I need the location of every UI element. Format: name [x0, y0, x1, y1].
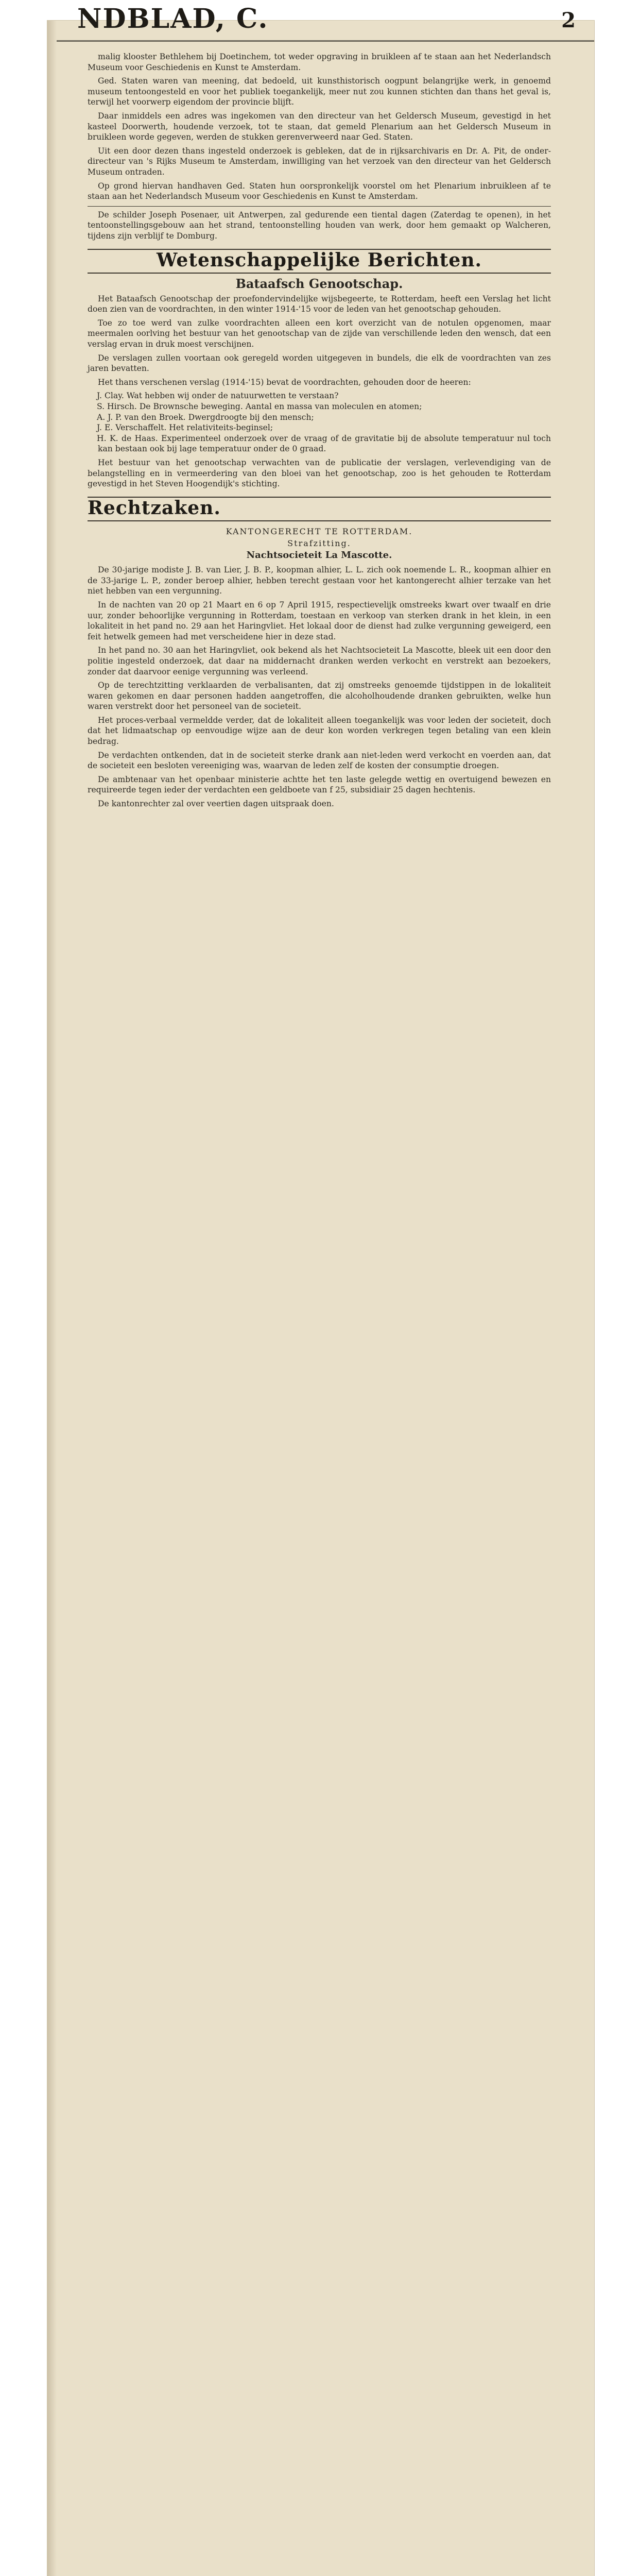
- paragraph: Het proces-verbaal vermeldde verder, dat de lokaliteit alleen toegankelijk was voor leden der societeit, doch dat het lidmaatschap op eenvoudige wijze aan de deur kon worden verkregen tegen betaling van een klein bedrag.: [88, 715, 551, 747]
- paragraph: Toe zo toe werd van zulke voordrachten alleen een kort overzicht van de notulen opgenomen, maar meermalen oorlving het bestuur van het genootschap van de zijde van verschillende leden den wensch, dat een verslag ervan in druk moest verschijnen.: [88, 318, 551, 349]
- page-number: 2: [561, 8, 576, 32]
- subheading-genootschap: Bataafsch Genootschap.: [235, 276, 403, 292]
- paragraph: Ged. Staten waren van meening, dat bedoeld, uit kunsthistorisch oogpunt belangrijke werk, in genoemd museum tentoongesteld en voor het publiek toegankelijk, meer nut zou kunnen stichten dan thans het geval is, terwijl het voorwerp eigendom der provincie blijft.: [88, 76, 551, 107]
- paragraph: Op de terechtzitting verklaarden de verbalisanten, dat zij omstreeks genoemde tijdstippen in de lokaliteit waren gekomen en daar personen hadden aangetroffen, die alcoholhoudende dranken gebruikten, welke hun waren verstrekt door het personeel van de societeit.: [88, 681, 551, 711]
- article-column: [88, 52, 551, 812]
- divider: [88, 520, 551, 521]
- paragraph: De verslagen zullen voortaan ook geregeld worden uitgegeven in bundels, die elk de voordrachten van zes jaren bevatten.: [88, 353, 551, 374]
- paragraph: Daar inmiddels een adres was ingekomen van den directeur van het Geldersch Museum, gevestigd in het kasteel Doorwerth, houdende verzoek, tot te staan, dat gemeld Plenarium aan het Geldersch Museum in bruikleen worde gegeven, werden de stukken gerenverweerd naar Ged. Staten.: [88, 111, 551, 142]
- list-item: H. K. de Haas. Experimenteel onderzoek over de vraag of de gravitatie bij de absolute temperatuur nul toch kan bestaan ook bij lage temperatuur onder de 0 graad.: [97, 433, 551, 454]
- paragraph: Het bestuur van het genootschap verwachten van de publicatie der verslagen, verlevendiging van de belangstelling en in vermeerdering van den bloei van het genootschap, zoo is het gehouden te Rotterdam gevestigd in het Steven Hoogendijk's stichting.: [88, 458, 551, 489]
- paragraph: Uit een door dezen thans ingesteld onderzoek is gebleken, dat de in rijksarchivaris en Dr. A. Pit, de onder-directeur van 's Rijks Museum te Amsterdam, inwilliging van het verzoek van den directeur van het Geldersch Museum ontraden.: [88, 146, 551, 177]
- case-title: Nachtsocieteit La Mascotte.: [246, 549, 392, 561]
- paragraph: Op grond hiervan handhaven Ged. Staten hun oorspronkelijk voorstel om het Plenarium inbruikleen af te staan aan het Nederlandsch Museum voor Geschiedenis en Kunst te Amsterdam.: [88, 181, 551, 201]
- list-item: S. Hirsch. De Brownsche beweging. Aantal en massa van moleculen en atomen;: [97, 402, 422, 412]
- paragraph: De ambtenaar van het openbaar ministerie achtte het ten laste gelegde wettig en overtuigend bewezen en requireerde tegen ieder der verdachten een geldboete van f 25, subsidiair 25 dagen hechtenis.: [88, 774, 551, 795]
- speaker-list: [88, 391, 551, 454]
- paragraph: In het pand no. 30 aan het Haringvliet, ook bekend als het Nachtsocieteit La Mascotte, bleek uit een door den politie ingesteld onderzoek, dat daar na middernacht dranken werden verkocht en verstrekt aan bezoekers, zonder dat daarvoor eenige vergunning was verleend.: [88, 646, 551, 676]
- section-heading-law: Rechtzaken.: [88, 497, 221, 519]
- masthead: [57, 0, 594, 42]
- masthead-title: NDBLAD, C.: [77, 3, 269, 35]
- court-chamber: Strafzitting.: [287, 538, 351, 548]
- paragraph: De schilder Joseph Posenaer, uit Antwerpen, zal gedurende een tiental dagen (Zaterdag te openen), in het tentoonstellingsgebouw aan het strand, tentoonstelling houden van werk, door hem gemaakt op Walcheren, tijdens zijn verblijf te Domburg.: [88, 210, 551, 241]
- paragraph: In de nachten van 20 op 21 Maart en 6 op 7 April 1915, respectievelijk omstreeks kwart over twaalf en drie uur, zonder behoorlijke vergunning in Rotterdam, toestaan en verkoop van sterken drank in het klein, in een lokaliteit in het pand no. 29 aan het Haringvliet. Het lokaal door de dienst had zulke vergunning geweigerd, een feit hetwelk gemeen had met verscheidene hier in deze stad.: [88, 600, 551, 641]
- divider: [88, 273, 551, 274]
- court-name: KANTONGERECHT TE ROTTERDAM.: [226, 527, 413, 537]
- paragraph: De 30-jarige modiste J. B. van Lier, J. B. P., koopman alhier, L. L. zich ook noemende L. R., koopman alhier en de 33-jarige L. P., zonder beroep alhier, hebben terecht gestaan voor het kantongerecht alhier terzake van het niet hebben van een vergunning.: [88, 565, 551, 596]
- intro-article: [88, 52, 551, 242]
- paragraph: Het thans verschenen verslag (1914-'15) bevat de voordrachten, gehouden door de heeren:: [98, 377, 471, 387]
- list-item: A. J. P. van den Broek. Dwergdroogte bij den mensch;: [97, 412, 314, 422]
- list-item: J. Clay. Wat hebben wij onder de natuurwetten te verstaan?: [97, 391, 339, 401]
- paragraph: Het Bataafsch Genootschap der proefondervindelijke wijsbegeerte, te Rotterdam, heeft een Verslag het licht doen zien van de voordrachten, in den winter 1914-'15 voor de leden van het genootschap gehouden.: [88, 294, 551, 314]
- divider: [88, 206, 551, 207]
- paragraph: malig klooster Bethlehem bij Doetinchem, tot weder opgraving in bruikleen af te staan aan het Nederlandsch Museum voor Geschiedenis en Kunst te Amsterdam.: [88, 52, 551, 72]
- paragraph: De kantonrechter zal over veertien dagen uitspraak doen.: [98, 799, 334, 809]
- section-heading-science: Wetenschappelijke Berichten.: [156, 249, 482, 271]
- list-item: J. E. Verschaffelt. Het relativiteits-beginsel;: [97, 423, 273, 433]
- paragraph: De verdachten ontkenden, dat in de societeit sterke drank aan niet-leden werd verkocht en voerden aan, dat de societeit een besloten vereeniging was, waarvan de leden zelf de kosten der consumptie droegen.: [88, 750, 551, 771]
